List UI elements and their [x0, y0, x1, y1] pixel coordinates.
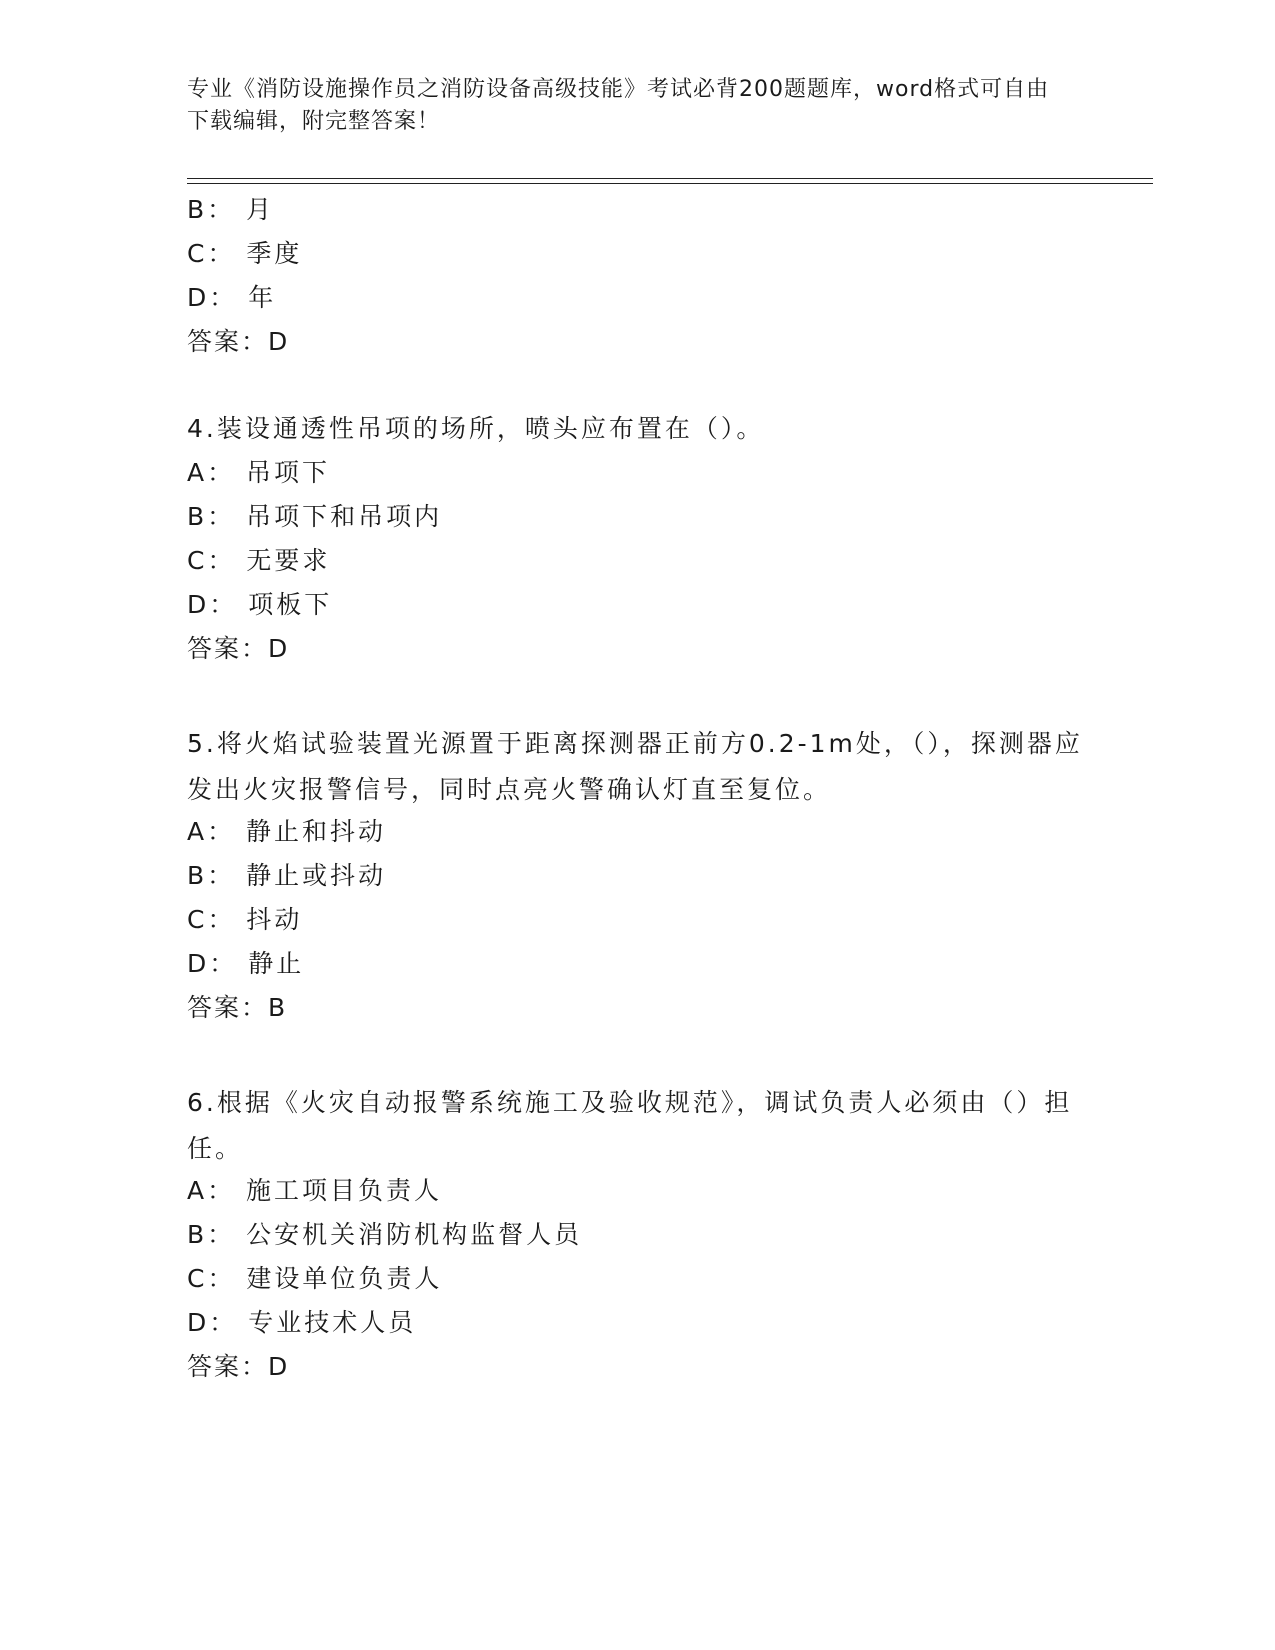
q5-option-d: D： 静止 — [187, 949, 305, 978]
q6-answer: 答案：D — [187, 1352, 290, 1381]
q4-answer: 答案：D — [187, 634, 290, 663]
q5-answer: 答案：B — [187, 993, 288, 1022]
q4-stem: 4.装设通透性吊项的场所，喷头应布置在（）。 — [187, 414, 765, 443]
q6-option-a: A： 施工项目负责人 — [187, 1176, 443, 1205]
q6-stem: 6.根据《火灾自动报警系统施工及验收规范》，调试负责人必须由（）担任。 — [187, 1088, 1073, 1163]
q3-option-d: D： 年 — [187, 283, 277, 312]
q4-option-c: C： 无要求 — [187, 546, 331, 575]
header-divider-top — [187, 178, 1153, 179]
q4-option-d: D： 项板下 — [187, 590, 333, 619]
q6-option-d: D： 专业技术人员 — [187, 1308, 417, 1337]
q5-option-b: B： 静止或抖动 — [187, 861, 387, 890]
header-divider-bottom — [187, 183, 1153, 184]
q5-option-c: C： 抖动 — [187, 905, 303, 934]
q6-option-b: B： 公安机关消防机构监督人员 — [187, 1220, 583, 1249]
q3-option-b: B： 月 — [187, 195, 275, 224]
q4-option-b: B： 吊项下和吊项内 — [187, 502, 443, 531]
q5-option-a: A： 静止和抖动 — [187, 817, 387, 846]
q3-answer: 答案：D — [187, 327, 290, 356]
q4-option-a: A： 吊项下 — [187, 458, 331, 487]
q5-stem: 5.将火焰试验装置光源置于距离探测器正前方0.2-1m处，（），探测器应发出火灾报警信号，同时点亮火警确认灯直至复位。 — [187, 729, 1083, 804]
q3-option-c: C： 季度 — [187, 239, 303, 268]
page-header: 专业《消防设施操作员之消防设备高级技能》考试必背200题题库，word格式可自由下载编辑，附完整答案！ — [187, 77, 1050, 134]
q6-option-c: C： 建设单位负责人 — [187, 1264, 443, 1293]
